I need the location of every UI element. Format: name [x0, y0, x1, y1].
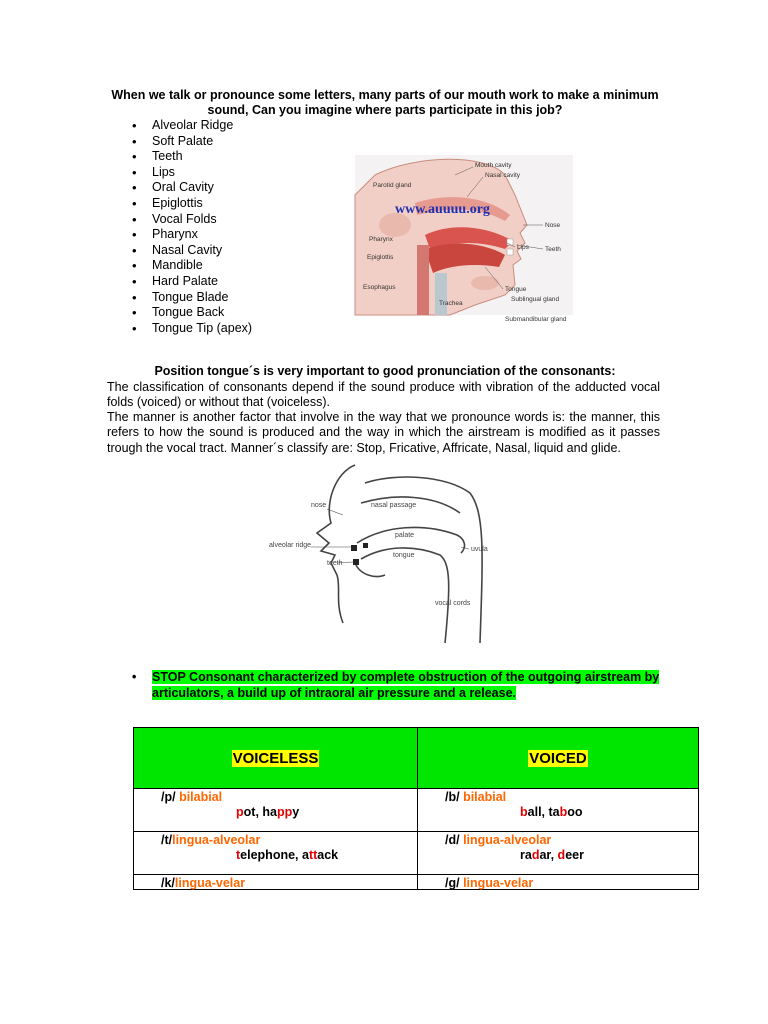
list-item: • Soft Palate [132, 134, 252, 150]
head-anatomy-figure [355, 155, 573, 323]
table-cell [418, 789, 699, 832]
place-of-articulation: lingua-velar [463, 876, 534, 890]
vocal-tract-figure [265, 463, 505, 643]
list-item: • Hard Palate [132, 274, 252, 290]
figure-label: Tongue [505, 286, 527, 293]
list-item: • Mandible [132, 258, 252, 274]
stop-consonant-note [132, 669, 662, 701]
figure-label: teeth [327, 560, 343, 567]
figure-label: Nasal cavity [485, 172, 521, 179]
figure-label: alveolar ridge [269, 542, 312, 549]
mouth-parts-list [132, 118, 252, 336]
phoneme-symbol: /g/ [445, 876, 464, 890]
list-item: • Tongue Back [132, 305, 252, 321]
voiceless-header-cell [134, 728, 418, 789]
phoneme-symbol: /k/ [161, 876, 175, 890]
table-cell [134, 875, 418, 890]
example-text: ar, [539, 848, 558, 862]
example-words [236, 848, 338, 862]
phoneme-label [161, 876, 245, 890]
bullet: • [132, 670, 137, 684]
figure-label: vocal cords [435, 600, 471, 607]
voicing-paragraph: The classification of consonants depend if the sound produce with vibration of the adducted vocal folds (voiced) or without that (voiceless). [107, 380, 660, 410]
figure-label: Sublingual gland [511, 296, 560, 303]
highlighted-letters: p [236, 805, 244, 819]
example-text: elephone, a [240, 848, 309, 862]
intro-line-2: sound, Can you imagine where parts participate in this job? [207, 103, 563, 117]
example-words [520, 805, 583, 819]
figure-label: Nose [545, 222, 561, 229]
phoneme-label [445, 790, 506, 804]
figure-label: Mouth cavity [475, 162, 512, 169]
figure-label: Epiglottis [367, 254, 394, 261]
highlighted-letters: tt [308, 848, 318, 862]
figure-label: nasal passage [371, 502, 417, 509]
figure-label: tongue [393, 552, 415, 559]
voiced-header: VOICED [529, 749, 587, 767]
place-of-articulation: lingua-alveolar [463, 833, 552, 847]
manner-paragraph: The manner is another factor that involve in the way that we pronounce words is: the manner, this refers to how the sound is produced and the way in which the airstream is modified as it passes trough the vocal tract. Manner´s classify are: Stop, Fricative, Affricate, Nasal, liquid and glide. [107, 410, 660, 455]
list-item: • Oral Cavity [132, 180, 252, 196]
intro-question [105, 88, 665, 118]
phoneme-label [445, 876, 533, 890]
figure-label: Trachea [439, 300, 463, 307]
phoneme-label [161, 790, 222, 804]
example-text: oo [567, 805, 583, 819]
phoneme-symbol: /p/ [161, 790, 180, 804]
highlighted-letters: b [559, 805, 568, 819]
list-item: • Tongue Blade [132, 290, 252, 306]
list-item: • Nasal Cavity [132, 243, 252, 259]
phoneme-label [161, 833, 260, 847]
voiceless-header: VOICELESS [232, 749, 319, 767]
example-words [520, 848, 584, 862]
list-item: • Epiglottis [132, 196, 252, 212]
example-text: ra [520, 848, 532, 862]
phoneme-symbol: /b/ [445, 790, 464, 804]
highlighted-letters: pp [276, 805, 293, 819]
watermark-text: www.auuuu.org [395, 202, 490, 217]
example-text: ack [317, 848, 339, 862]
voiced-header-cell [418, 728, 699, 789]
list-item: • Vocal Folds [132, 212, 252, 228]
list-item: • Alveolar Ridge [132, 118, 252, 134]
figure-label: nose [311, 502, 327, 509]
stop-consonant-table [133, 727, 699, 890]
place-of-articulation: lingua-velar [174, 876, 246, 890]
figure-label: Parotid gland [373, 182, 412, 189]
figure-label: uvula [471, 546, 488, 553]
example-text: ot, ha [243, 805, 277, 819]
place-of-articulation: lingua-alveolar [172, 833, 261, 847]
highlighted-letters: t [236, 848, 241, 862]
highlighted-letters: d [531, 848, 540, 862]
example-text: all, ta [527, 805, 560, 819]
place-of-articulation: bilabial [463, 790, 507, 804]
figure-label: Teeth [545, 246, 561, 253]
figure-label: Lips [517, 244, 529, 251]
highlighted-letters: d [557, 848, 566, 862]
highlighted-letters: b [520, 805, 528, 819]
figure-label: Esophagus [363, 284, 396, 291]
list-item: • Lips [132, 165, 252, 181]
figure-label: palate [395, 532, 415, 539]
figure-label: Submandibular gland [505, 316, 567, 323]
table-cell [134, 832, 418, 875]
phoneme-symbol: /d/ [445, 833, 464, 847]
phoneme-symbol: /t/ [161, 833, 173, 847]
figure-label: Pharynx [369, 236, 393, 243]
table-cell [134, 789, 418, 832]
list-item: • Tongue Tip (apex) [132, 321, 252, 337]
table-cell [418, 875, 699, 890]
stop-definition: STOP Consonant characterized by complete obstruction of the outgoing airstream by articulators, a build up of intraoral air pressure and a release. [152, 670, 660, 700]
list-item: • Pharynx [132, 227, 252, 243]
intro-line-1: When we talk or pronounce some letters, many parts of our mouth work to make a minimum [111, 88, 659, 102]
example-text: eer [565, 848, 584, 862]
example-words [236, 805, 299, 819]
example-text: y [292, 805, 300, 819]
place-of-articulation: bilabial [179, 790, 223, 804]
consonant-section-title: Position tongue´s is very important to good pronunciation of the consonants: [154, 364, 616, 378]
table-cell [418, 832, 699, 875]
phoneme-label [445, 833, 551, 847]
list-item: • Teeth [132, 149, 252, 165]
